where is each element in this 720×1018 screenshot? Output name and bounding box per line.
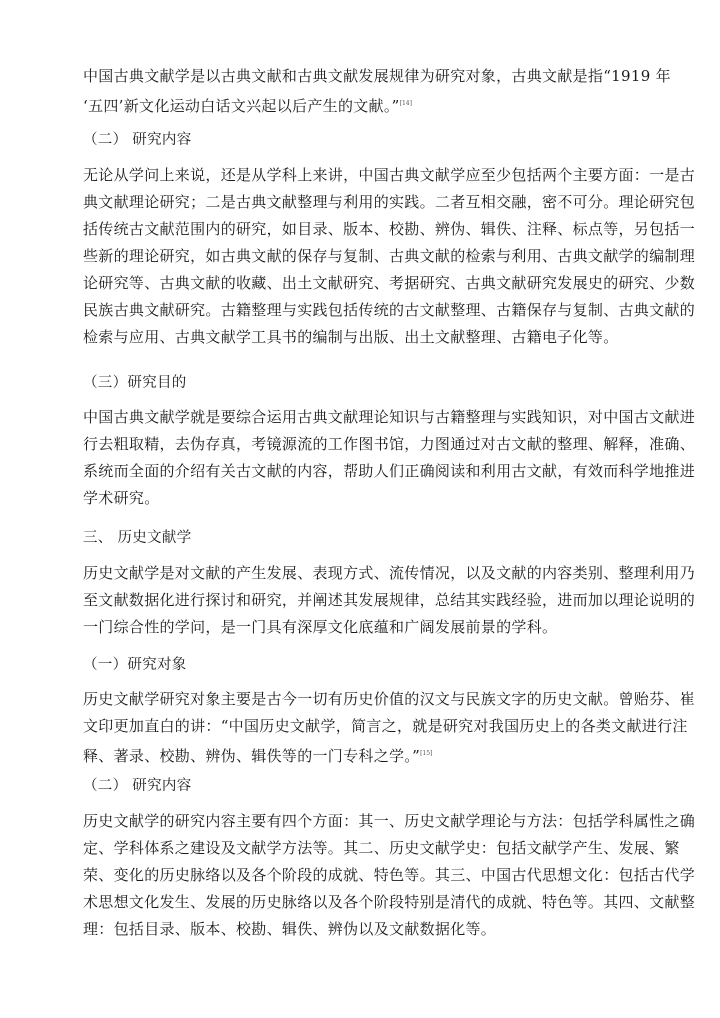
historical-philology-paragraph [83, 560, 696, 641]
paragraph-line: 中国古典文献学是以古典文献和古典文献发展规律为研究对象，古典文献是指“1919 年 [83, 67, 671, 85]
citation-ref: [15] [420, 750, 433, 757]
section-heading-research-content: （二） 研究内容 [83, 132, 192, 148]
research-object-paragraph [83, 686, 696, 770]
paragraph-line: 释、著录、校勘、辨伪、辑佚等的一门专科之学。”[15] [83, 747, 433, 765]
paragraph-line: 历史文献学研究对象主要是古今一切有历史价值的汉文与民族文字的历史文献。曾贻芬、崔 [83, 690, 696, 708]
paragraph-line: 括传统古文献范围内的研究，如目录、版本、校勘、辨伪、辑佚、注释、标点等，另包括一 [83, 220, 696, 238]
paragraph-line: 论研究等、古典文献的收藏、出土文献研究、考据研究、古典文献研究发展史的研究、少数 [83, 274, 696, 292]
paragraph-line: 理：包括目录、版本、校勘、辑佚、辨伪以及文献数据化等。 [83, 920, 497, 938]
paragraph-line: 无论从学问上来说，还是从学科上来讲，中国古典文献学应至少包括两个主要方面：一是古 [83, 166, 696, 184]
intro-paragraph [83, 63, 671, 120]
paragraph-line: 些新的理论研究，如古典文献的保存与复制、古典文献的检索与利用、古典文献学的编制理 [83, 247, 696, 265]
section-heading-research-purpose: （三）研究目的 [83, 375, 187, 391]
section-heading-research-object: （一）研究对象 [83, 657, 187, 673]
paragraph-line: 学术研究。 [83, 489, 160, 507]
paragraph-line: 民族古典文献研究。古籍整理与实践包括传统的古文献整理、古籍保存与复制、古典文献的 [83, 301, 696, 319]
section-heading-historical-philology: 三、 历史文献学 [83, 530, 192, 546]
research-content-2-paragraph [83, 808, 696, 943]
paragraph-line: 荣、变化的历史脉络以及各个阶段的成就、特色等。其三、中国古代思想文化：包括古代学 [83, 866, 696, 884]
paragraph-line: 检索与应用、古典文献学工具书的编制与出版、出土文献整理、古籍电子化等。 [83, 328, 619, 346]
paragraph-line: 定、学科体系之建设及文献学方法等。其二、历史文献学史：包括文献学产生、发展、繁 [83, 839, 680, 857]
paragraph-line: 文印更加直白的讲：“中国历史文献学，简言之，就是研究对我国历史上的各类文献进行注 [83, 717, 688, 735]
research-content-paragraph [83, 162, 696, 351]
paragraph-line: 历史文献学的研究内容主要有四个方面：其一、历史文献学理论与方法：包括学科属性之确 [83, 812, 696, 830]
paragraph-line: 历史文献学是对文献的产生发展、表现方式、流传情况，以及文献的内容类别、整理利用乃 [83, 564, 696, 582]
paragraph-line: 至文献数据化进行探讨和研究，并阐述其发展规律，总结其实践经验，进而加以理论说明的 [83, 591, 696, 609]
paragraph-line: 系统而全面的介绍有关古文献的内容，帮助人们正确阅读和利用古文献，有效而科学地推进 [83, 462, 696, 480]
citation-ref: [14] [399, 100, 412, 107]
paragraph-line: 中国古典文献学就是要综合运用古典文献理论知识与古籍整理与实践知识，对中国古文献进 [83, 408, 696, 426]
paragraph-line: 典文献理论研究；二是古典文献整理与利用的实践。二者互相交融，密不可分。理论研究包 [83, 193, 696, 211]
research-purpose-paragraph [83, 404, 696, 512]
paragraph-line: 行去粗取精，去伪存真，考镜源流的工作图书馆，力图通过对古文献的整理、解释，准确、 [83, 435, 696, 453]
section-heading-research-content-2: （二） 研究内容 [83, 778, 192, 794]
paragraph-line: ‘五四’新文化运动白话文兴起以后产生的文献。”[14] [83, 97, 412, 115]
paragraph-line: 术思想文化发生、发展的历史脉络以及各个阶段特别是清代的成就、特色等。其四、文献整 [83, 893, 696, 911]
paragraph-line: 一门综合性的学问，是一门具有深厚文化底蕴和广阔发展前景的学科。 [83, 618, 558, 636]
